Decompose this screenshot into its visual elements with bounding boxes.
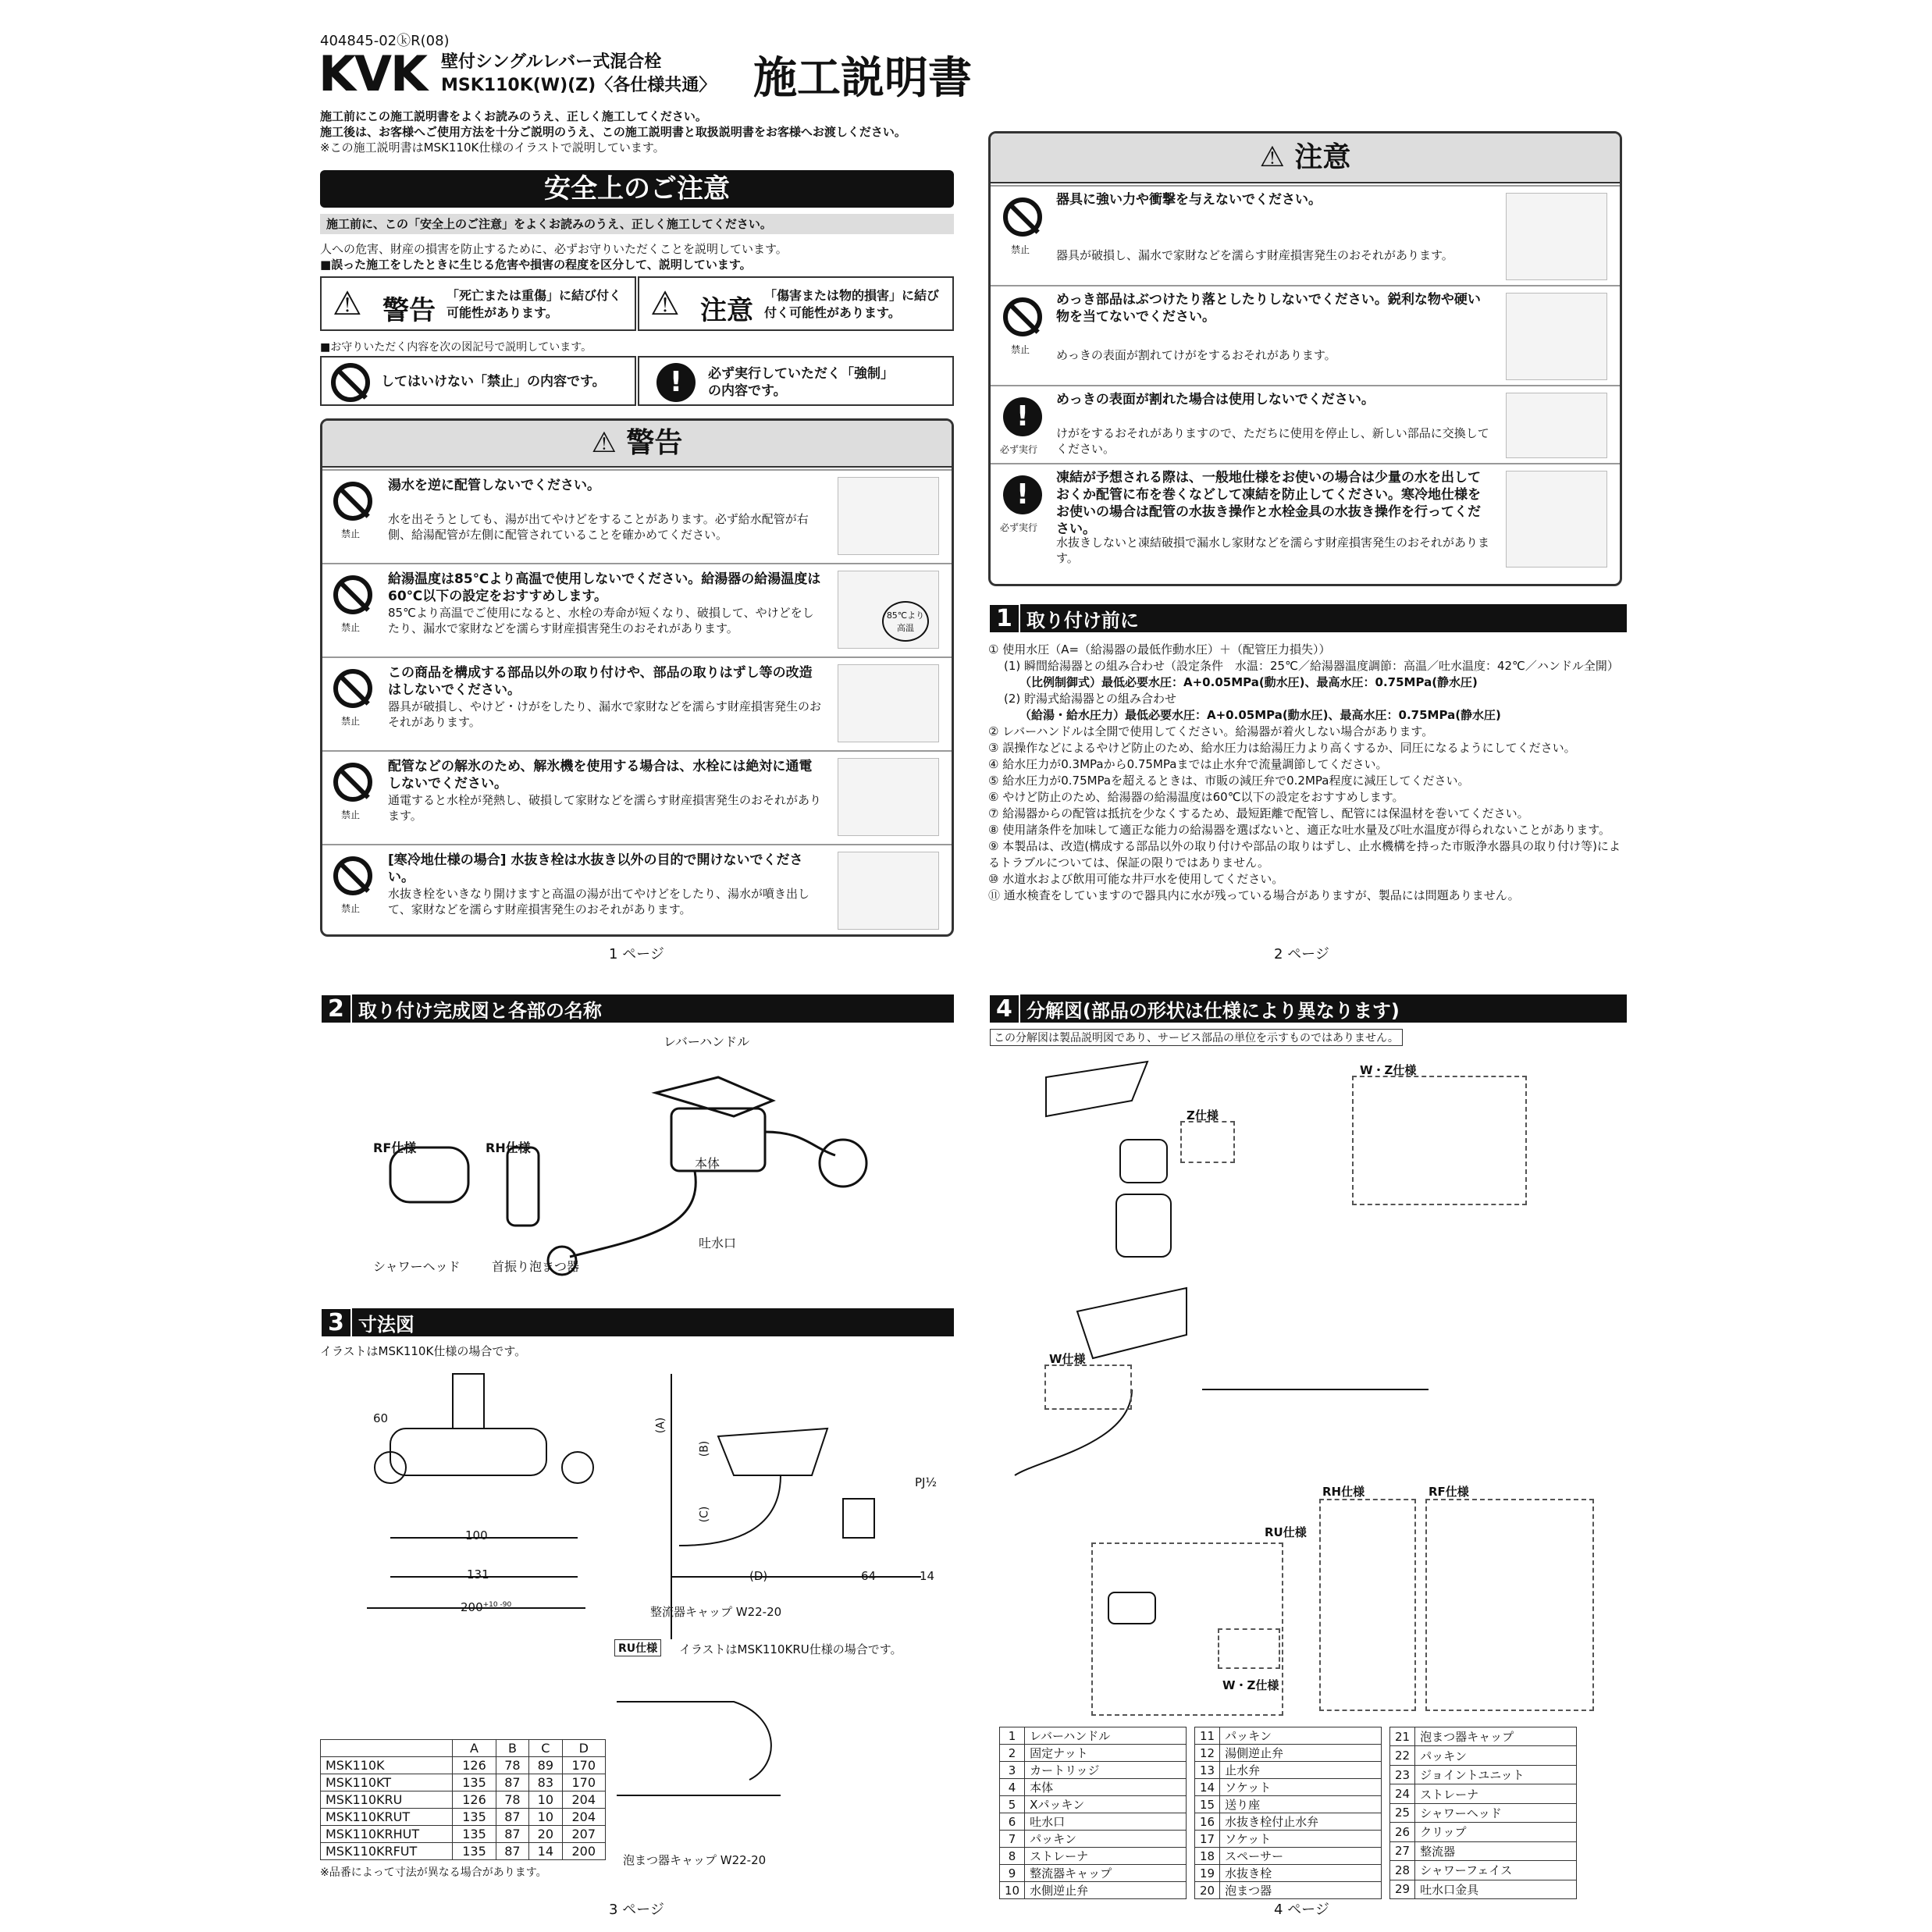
warning-box-title: 警告 [626,427,683,459]
spec-label-w: W仕様 [1049,1352,1086,1366]
warn-desc: 「死亡または重傷」に結び付く可能性があります。 [447,288,622,320]
section-3-bar [320,1308,954,1336]
parts-row [1195,1865,1382,1882]
part-name: 湯側逆止弁 [1220,1745,1382,1762]
dimension-cell: 126 [453,1791,496,1809]
section-4-title: 分解図(部品の形状は仕様により異なります) [1026,999,1400,1022]
dimension-row [321,1826,606,1843]
part-number: 9 [1000,1865,1025,1882]
part-number: 6 [1000,1813,1025,1831]
part-name: レバーハンドル [1025,1727,1187,1745]
label-spout: 吐水口 [699,1236,737,1251]
parts-row [1000,1831,1187,1848]
caution-text: けがをするおそれがありますので、ただちに使用を停止し、新しい部品に交換してください。 [1056,426,1489,456]
caution-box-title: 注意 [1294,141,1351,173]
caution-box-header [991,133,1620,183]
warning-row [322,469,952,563]
parts-table [1389,1727,1577,1899]
dimension-row [321,1791,606,1809]
part-number: 14 [1195,1779,1220,1796]
prohibit-caption: 禁止 [341,528,361,539]
dim-14: 14 [920,1569,935,1583]
part-number: 8 [1000,1848,1025,1865]
safety-title [320,170,954,208]
doc-title: 施工説明書 [753,53,972,104]
prohibit-icon [1003,297,1042,336]
section-1-item: (1) 瞬間給湯器との組み合わせ（設定条件 水温：25℃／給湯器温度調節：高温／吐水温度：42℃／ハンドル全開） [1004,659,1619,673]
parts-row [1390,1841,1577,1860]
section-1-item: ⑪ 通水検査をしていますので器具内に水が残っている場合がありますが、製品には問題ありません。 [988,888,1520,902]
warn-legend [320,276,636,331]
intro-3: ※この施工説明書はMSK110K仕様のイラストで説明しています。 [320,141,665,155]
warning-icon: ⚠ [591,427,627,459]
dimension-cell: 170 [562,1774,605,1791]
part-number: 1 [1000,1727,1025,1745]
dimension-table [320,1739,606,1860]
dimension-cell: MSK110KT [321,1774,453,1791]
warning-icon: ⚠ [1259,141,1295,173]
spec-label-rh: RH仕様 [1322,1485,1365,1499]
caution-bold: めっきの表面が割れた場合は使用しないでください。 [1056,392,1375,407]
parts-list [999,1727,1577,1899]
dimension-cell: MSK110KRU [321,1791,453,1809]
dimension-cell: 10 [529,1791,562,1809]
section-2-title: 取り付け完成図と各部の名称 [358,999,602,1022]
dimension-cell: 78 [496,1757,528,1774]
part-name: シャワーヘッド [1415,1803,1577,1822]
mandatory-icon: ! [656,363,696,402]
dim-c: (C) [698,1506,711,1523]
part-name: パッキン [1025,1831,1187,1848]
parts-table [1194,1727,1382,1899]
caution-row [991,385,1620,463]
dimension-cell: MSK110K [321,1757,453,1774]
prohibit-caption: 禁止 [341,903,361,914]
parts-row [1390,1727,1577,1746]
prohibit-icon [333,856,372,895]
warning-text: 通電すると水栓が発熱し、破損して家財などを濡らす財産損害発生のおそれがあります。 [388,793,822,823]
part-name: 本体 [1025,1779,1187,1796]
dimension-cell: 204 [562,1809,605,1826]
dimension-header-cell: A [453,1740,496,1757]
part-name: 水抜き栓付止水弁 [1220,1813,1382,1831]
dimension-cell: 170 [562,1757,605,1774]
part-number: 26 [1390,1823,1415,1841]
dimension-cell: 87 [496,1809,528,1826]
prohibit-icon [331,363,370,402]
w-spec-box [1044,1364,1132,1410]
caution-label: 注意 [700,295,753,326]
wz2-spec-box [1218,1628,1280,1669]
dimension-row [321,1774,606,1791]
label-rh: RH仕様 [486,1140,531,1155]
parts-row [1195,1848,1382,1865]
part-number: 23 [1390,1765,1415,1784]
parts-row [1195,1831,1382,1848]
dimension-header-cell: C [529,1740,562,1757]
warning-icon: ⚠ [333,284,362,322]
section-3-note: イラストはMSK110K仕様の場合です。 [320,1344,527,1358]
subtitle-2: MSK110K(W)(Z)〈各仕様共通〉 [441,76,717,95]
parts-row [1390,1746,1577,1765]
prohibit-icon [1003,197,1042,237]
parts-row [1000,1848,1187,1865]
dimension-cell: 204 [562,1791,605,1809]
section-1-item: ⑦ 給湯器からの配管は抵抗を少なくするため、最短距離で配管し、配管には保温材を巻いてください。 [988,806,1529,820]
prohibit-caption: 禁止 [341,809,361,820]
cap-label-2: 泡まつ器キャップ W22-20 [623,1853,767,1867]
warning-illustration [838,758,939,836]
parts-row [1390,1823,1577,1841]
part-name: パッキン [1220,1727,1382,1745]
dim-200-tolerance: +10 -90 [482,1601,512,1609]
warning-text: 水抜き栓をいきなり開けますと高温の湯が出てやけどをしたり、湯水が噴き出して、家財などを濡らす財産損害発生のおそれがあります。 [388,887,810,916]
temp-badge: 85℃より高温 [882,601,929,642]
warning-bold: [寒冷地仕様の場合] 水抜き栓は水抜き以外の目的で開けないでください。 [388,852,803,885]
section-4-bar [988,994,1627,1023]
part-number: 19 [1195,1865,1220,1882]
parts-row [1390,1784,1577,1803]
section-4-number: 4 [988,994,1020,1024]
part-number: 29 [1390,1880,1415,1899]
spec-label-z: Z仕様 [1187,1108,1219,1123]
part-number: 24 [1390,1784,1415,1803]
part-name: ジョイントユニット [1415,1765,1577,1784]
caution-illustration [1506,393,1607,458]
dimension-cell: 87 [496,1843,528,1860]
caution-desc: 「傷害または物的損害」に結び付く可能性があります。 [764,288,940,320]
section-1-item: ⑩ 水道水および飲用可能な井戸水を使用してください。 [988,872,1284,886]
dim-60: 60 [373,1411,389,1425]
section-1-item: ④ 給水圧力が0.3MPaから0.75MPaまでは止水弁で流量調節してください。 [988,757,1388,771]
warning-text: 器具が破損し、やけど・けがをしたり、漏水で家財などを濡らす財産損害発生のおそれがあります。 [388,699,822,729]
label-rf: RF仕様 [373,1140,417,1155]
safety-line-1: 人への危害、財産の損害を防止するために、必ずお守りいただくことを説明しています。 [320,242,788,256]
section-1-item: ③ 誤操作などによるやけど防止のため、給水圧力は給湯圧力より高くするか、同圧になるようにしてください。 [988,741,1576,755]
dimension-cell: 207 [562,1826,605,1843]
part-name: Xパッキン [1025,1796,1187,1813]
dim-100: 100 [465,1528,488,1542]
parts-row [1390,1880,1577,1899]
warning-row [322,750,952,844]
dimension-cell: 135 [453,1826,496,1843]
mandatory-icon: ! [1003,397,1042,436]
intro-2: 施工後は、お客様へご使用方法を十分ご説明のうえ、この施工説明書と取扱説明書をお客様へお渡しください。 [320,125,906,139]
dimension-cell: 87 [496,1774,528,1791]
dimension-header-cell: D [562,1740,605,1757]
part-name: クリップ [1415,1823,1577,1841]
dimension-header-cell: B [496,1740,528,1757]
warning-text: 85℃より高温でご使用になると、水栓の寿命が短くなり、破損して、やけどをしたり、漏水で家財などを濡らす財産損害発生のおそれがあります。 [388,606,814,635]
warning-text: 水を出そうとしても、湯が出てやけどをすることがあります。必ず給水配管が右側、給湯配管が左側に配管されていることを確かめてください。 [388,512,809,542]
dim-pj: PJ½ [915,1475,938,1489]
warning-icon: ⚠ [650,284,680,322]
prohibit-caption: 禁止 [341,716,361,727]
parts-row [1000,1796,1187,1813]
part-number: 11 [1195,1727,1220,1745]
warning-row [322,563,952,656]
part-number: 25 [1390,1803,1415,1822]
dimension-cell: 10 [529,1809,562,1826]
part-number: 21 [1390,1727,1415,1746]
section-3-title: 寸法図 [358,1313,415,1336]
safety-band-text: 施工前に、この「安全上のご注意」をよくお読みのうえ、正しく施工してください。 [326,217,772,231]
part-number: 17 [1195,1831,1220,1848]
dimension-cell: 87 [496,1826,528,1843]
part-number: 28 [1390,1861,1415,1880]
part-name: 固定ナット [1025,1745,1187,1762]
dimension-cell: MSK110KRUT [321,1809,453,1826]
caution-text: めっきの表面が割れてけがをするおそれがあります。 [1056,348,1336,362]
part-name: 止水弁 [1220,1762,1382,1779]
part-name: 整流器 [1415,1841,1577,1860]
parts-row [1000,1779,1187,1796]
rf-spec-box [1425,1499,1594,1711]
warning-bold: 給湯温度は85℃より高温で使用しないでください。給湯器の給湯温度は60℃以下の設定をおすすめします。 [388,571,821,604]
caution-text: 器具が破損し、漏水で家財などを濡らす財産損害発生のおそれがあります。 [1056,248,1453,262]
dimension-row [321,1757,606,1774]
warning-bold: 配管などの解氷のため、解氷機を使用する場合は、水栓には絶対に通電しないでください。 [388,759,813,792]
label-lever: レバーハンドル [664,1034,750,1049]
dim-200-value: 200 [461,1600,483,1614]
caution-illustration [1506,471,1607,568]
part-number: 10 [1000,1882,1025,1899]
parts-row [1000,1745,1187,1762]
prohibit-legend [320,356,636,406]
prohibit-caption: 禁止 [341,622,361,633]
part-number: 4 [1000,1779,1025,1796]
part-number: 20 [1195,1882,1220,1899]
part-name: 泡まつ器キャップ [1415,1727,1577,1746]
part-number: 16 [1195,1813,1220,1831]
dimension-row [321,1843,606,1860]
dim-a: (A) [654,1417,667,1434]
warning-box-header [322,421,952,468]
part-number: 22 [1390,1746,1415,1765]
parts-row [1195,1813,1382,1831]
part-number: 15 [1195,1796,1220,1813]
part-name: ソケット [1220,1779,1382,1796]
spec-label-rf: RF仕様 [1429,1485,1469,1499]
label-body: 本体 [695,1156,720,1171]
part-name: スペーサー [1220,1848,1382,1865]
caution-bold: 凍結が予想される際は、一般地仕様をお使いの場合は少量の水を出しておくか配管に布を巻くなどして凍結を防止してください。寒冷地仕様をお使いの場合は配管の水抜き操作と水栓金具の水抜き操作を行ってください。 [1056,470,1481,537]
caution-row [991,185,1620,285]
parts-row [1195,1882,1382,1899]
section-1-item: (2) 貯湯式給湯器との組み合わせ [1004,692,1177,706]
dimension-cell: 200 [562,1843,605,1860]
spec-label-ru: RU仕様 [1265,1525,1307,1539]
dimension-cell: 78 [496,1791,528,1809]
part-name: 水抜き栓 [1220,1865,1382,1882]
parts-row [1000,1882,1187,1899]
spec-label-wz: W・Z仕様 [1360,1063,1417,1077]
doc-code: 404845-02ⓚR(08) [320,33,450,49]
warn-label: 警告 [382,295,436,326]
section-1-bar [988,604,1627,632]
parts-row [1195,1762,1382,1779]
part-number: 13 [1195,1762,1220,1779]
parts-row [1195,1727,1382,1745]
page-3-label: 3 ページ [609,1902,664,1918]
dim-200 [461,1600,511,1614]
parts-row [1390,1765,1577,1784]
dimension-cell: 89 [529,1757,562,1774]
symbol-note: ■お守りいただく内容を次の図記号で説明しています。 [320,341,592,354]
dimension-cell: MSK110KRHUT [321,1826,453,1843]
mandatory-legend [638,356,954,406]
part-name: 泡まつ器 [1220,1882,1382,1899]
part-number: 3 [1000,1762,1025,1779]
mandatory-caption: 必ず実行 [1000,522,1038,533]
dim-64: 64 [861,1569,877,1583]
section-3-number: 3 [320,1308,352,1338]
caution-row [991,285,1620,385]
warning-row [322,844,952,937]
dim-131: 131 [467,1567,489,1582]
prohibit-caption: 禁止 [1011,344,1030,355]
part-name: 送り座 [1220,1796,1382,1813]
prohibit-icon [333,763,372,802]
dimension-row [321,1809,606,1826]
z-spec-box [1180,1121,1235,1163]
warning-bold: 湯水を逆に配管しないでください。 [388,478,600,493]
warning-illustration [838,477,939,555]
dimension-cell: 135 [453,1809,496,1826]
parts-row [1390,1861,1577,1880]
parts-row [1000,1762,1187,1779]
caution-bold: 器具に強い力や衝撃を与えないでください。 [1056,192,1322,208]
mandatory-caption: 必ず実行 [1000,444,1038,455]
dimension-cell: MSK110KRFUT [321,1843,453,1860]
mandatory-icon: ! [1003,475,1042,514]
dimension-cell: 83 [529,1774,562,1791]
dimension-cell: 20 [529,1826,562,1843]
rh-spec-box [1319,1499,1416,1711]
safety-title-text: 安全上のご注意 [544,173,730,205]
dimension-header-cell [321,1740,453,1757]
section-2-number: 2 [320,994,352,1024]
label-swing: 首振り泡まつ器 [492,1259,580,1274]
part-number: 18 [1195,1848,1220,1865]
intro-1: 施工前にこの施工説明書をよくお読みのうえ、正しく施工してください。 [320,109,707,123]
brand-logo: KVK [318,45,427,102]
warning-row [322,656,952,750]
section-1-item: （給湯・給水圧力）最低必要水圧：A+0.05MPa(動水圧)、最高水圧：0.75MPa(静水圧) [1019,708,1501,722]
parts-row [1390,1803,1577,1822]
prohibit-desc: してはいけない「禁止」の内容です。 [381,374,606,390]
part-name: ソケット [1220,1831,1382,1848]
prohibit-icon [333,669,372,708]
page-4-label: 4 ページ [1274,1902,1329,1918]
warning-illustration [838,664,939,742]
part-number: 7 [1000,1831,1025,1848]
ru-note: イラストはMSK110KRU仕様の場合です。 [679,1642,902,1656]
section-1-title: 取り付け前に [1026,609,1139,632]
parts-row [1000,1865,1187,1882]
part-name: 水側逆止弁 [1025,1882,1187,1899]
part-number: 2 [1000,1745,1025,1762]
ru-tag: RU仕様 [614,1639,661,1656]
dim-b: (B) [698,1440,711,1457]
section-4-note: この分解図は製品説明図であり、サービス部品の単位を示すものではありません。 [990,1029,1403,1046]
caution-box [988,131,1622,586]
safety-band [320,214,954,234]
caution-legend [638,276,954,331]
parts-row [1195,1745,1382,1762]
dimension-footnote: ※品番によって寸法が異なる場合があります。 [320,1866,547,1879]
dimension-cell: 135 [453,1843,496,1860]
dimension-cell: 135 [453,1774,496,1791]
faucet-assembly-illustration [367,1030,929,1296]
section-1-item: ① 使用水圧（A=（給湯器の最低作動水圧）＋（配管圧力損失）） [988,642,1331,656]
prohibit-icon [333,482,372,521]
part-number: 5 [1000,1796,1025,1813]
dim-d: (D) [749,1569,768,1583]
dimension-cell: 14 [529,1843,562,1860]
parts-row [1000,1813,1187,1831]
parts-row [1195,1796,1382,1813]
part-name: 吐水口金具 [1415,1880,1577,1899]
warning-illustration [838,852,939,930]
section-1-item: ⑤ 給水圧力が0.75MPaを超えるときは、市販の減圧弁で0.2MPa程度に減圧してください。 [988,774,1470,788]
section-1-item: （比例制御式）最低必要水圧：A+0.05MPa(動水圧)、最高水圧：0.75MPa(静水圧) [1019,675,1478,689]
page-1-label: 1 ページ [609,946,664,962]
section-1-list [988,642,1627,904]
section-2-bar [320,994,954,1023]
part-name: 整流器キャップ [1025,1865,1187,1882]
caution-text: 水抜きしないと凍結破損で漏水し家財などを濡らす財産損害発生のおそれがあります。 [1056,535,1490,565]
parts-row [1000,1727,1187,1745]
section-1-item: ⑥ やけど防止のため、給湯器の給湯温度は60℃以下の設定をおすすめします。 [988,790,1404,804]
safety-line-2: ■誤った施工をしたときに生じる危害や損害の程度を区分して、説明しています。 [320,258,752,272]
parts-row [1195,1779,1382,1796]
wz-spec-box [1352,1076,1527,1205]
part-name: ストレーナ [1415,1784,1577,1803]
parts-table [999,1727,1187,1899]
part-number: 12 [1195,1745,1220,1762]
warning-box [320,418,954,937]
prohibit-icon [333,575,372,614]
cap-label-1: 整流器キャップ W22-20 [650,1605,782,1619]
part-name: ストレーナ [1025,1848,1187,1865]
part-name: パッキン [1415,1746,1577,1765]
mandatory-desc: 必ず実行していただく「強制」の内容です。 [708,366,888,399]
caution-illustration [1506,293,1607,380]
part-name: カートリッジ [1025,1762,1187,1779]
caution-bold: めっき部品はぶつけたり落としたりしないでください。鋭利な物や硬い物を当てないでください。 [1056,292,1481,325]
subtitle-1: 壁付シングルレバー式混合栓 [441,52,662,72]
caution-illustration [1506,193,1607,280]
page-2-label: 2 ページ [1274,946,1329,962]
spec-label-wz2: W・Z仕様 [1222,1678,1279,1692]
section-1-item: ② レバーハンドルは全開で使用してください。給湯器が着火しない場合があります。 [988,724,1434,738]
part-name: 吐水口 [1025,1813,1187,1831]
caution-row [991,463,1620,572]
prohibit-caption: 禁止 [1011,244,1030,255]
part-name: シャワーフェイス [1415,1861,1577,1880]
warning-bold: この商品を構成する部品以外の取り付けや、部品の取りはずし等の改造はしないでください。 [388,665,813,698]
label-shower: シャワーヘッド [373,1259,461,1274]
section-1-item: ⑧ 使用諸条件を加味して適正な能力の給湯器を選ばないと、適正な吐水量及び吐水温度が得られないことがあります。 [988,823,1611,837]
section-1-item: ⑨ 本製品は、改造(構成する部品以外の取り付けや部品の取りはずし、止水機構を持った市販浄水器具の取り付け等)によるトラブルについては、保証の限りではありません。 [988,839,1621,870]
section-1-number: 1 [988,603,1020,634]
part-number: 27 [1390,1841,1415,1860]
dimension-header-row [321,1740,606,1757]
dimension-cell: 126 [453,1757,496,1774]
